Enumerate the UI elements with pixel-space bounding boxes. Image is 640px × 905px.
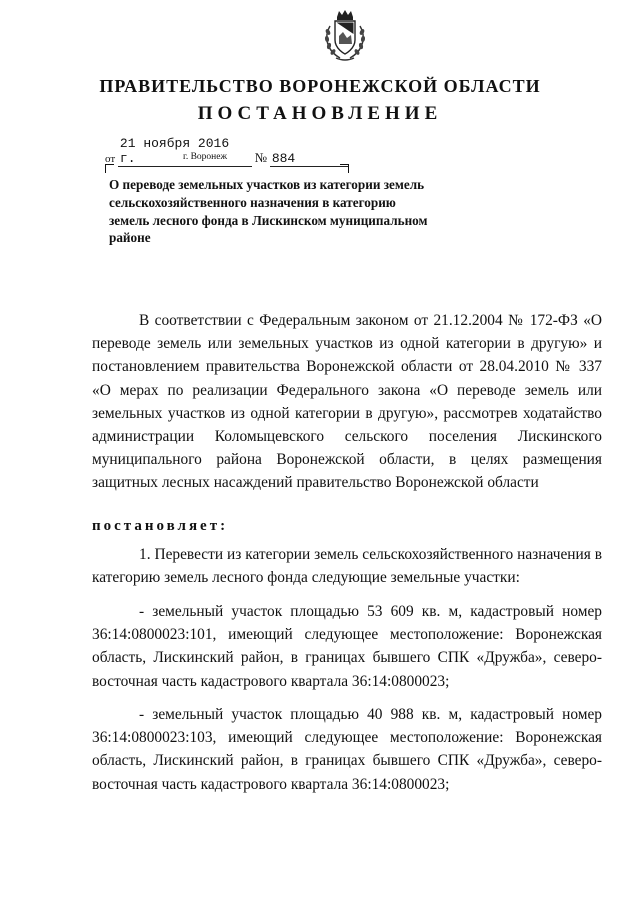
organization-name: ПРАВИТЕЛЬСТВО ВОРОНЕЖСКОЙ ОБЛАСТИ — [99, 76, 541, 96]
coat-of-arms-icon — [322, 8, 368, 62]
document-city: г. Воронеж — [183, 152, 228, 162]
land-plot-2-paragraph: - земельный участок площадью 40 988 кв. м, кадастровый номер 36:14:0800023:103, имеющий следующее местоположение: Воронежская область, Лискинский район, в границах бывшего СПК «Дружба», северо-восточная часть кадастрового квартала 36:14:0800023; — [92, 706, 602, 793]
subject-bracket-left — [105, 164, 114, 173]
document-date: 21 ноября 2016 г. — [118, 136, 252, 167]
document-type: ПОСТАНОВЛЕНИЕ — [197, 103, 443, 124]
document-subject: О переводе земельных участков из категории земель сельскохозяйственного назначения в категорию земель лесного фонда в Лискинском муниципальном районе — [109, 177, 428, 246]
preamble-paragraph: В соответствии с Федеральным законом от 21.12.2004 № 172-ФЗ «О переводе земель или земельных участков из одной категории в другую» и постановлением правительства Воронежской области от 28.04.2010 № 337 «О мерах по реализации Федерального закона «О переводе земель или земельных участков из одной категории в другую», рассмотрев ходатайство администрации Коломыцевского сельского поселения Лискинского муниципального района Воронежской области, в целях размещения защитных лесных насаждений правительство Воронежской области — [92, 312, 602, 492]
resolves-word: постановляет: — [92, 518, 229, 534]
date-prefix: от — [105, 153, 116, 165]
subject-bracket-right — [340, 164, 349, 173]
document-number: 884 — [270, 151, 349, 167]
land-plot-1-paragraph: - земельный участок площадью 53 609 кв. м, кадастровый номер 36:14:0800023:101, имеющий следующее местоположение: Воронежская область, Лискинский район, в границах бывшего СПК «Дружба», северо-восточная часть кадастрового квартала 36:14:0800023; — [92, 603, 602, 690]
item-1-paragraph: 1. Перевести из категории земель сельскохозяйственного назначения в категорию земель лесного фонда следующие земельные участки: — [92, 546, 602, 587]
number-prefix: № — [254, 150, 268, 165]
